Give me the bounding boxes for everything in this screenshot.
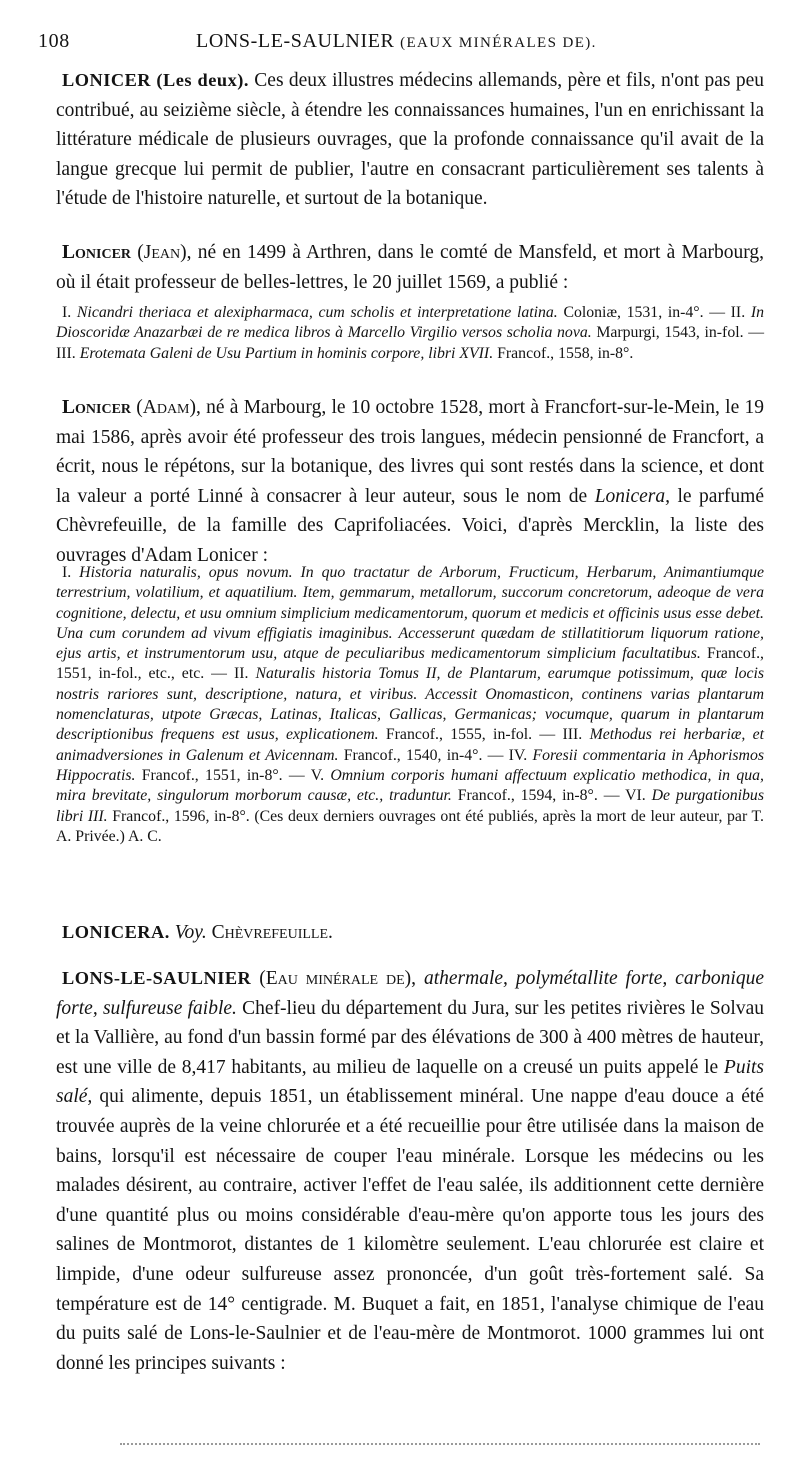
- entry-heading: LONICER: [62, 70, 152, 90]
- entry-lonicera: [56, 918, 764, 948]
- entry-subheading: (Les deux).: [156, 70, 249, 90]
- genus-name: Lonicera,: [594, 485, 670, 507]
- work-title: Methodus rei herbariæ, et animadversiones in Galenum et Avicennam.: [56, 726, 765, 764]
- work-info: Coloniæ, 1531, in-4°.: [563, 304, 704, 321]
- puits-sale-name: Puits salé,: [56, 1056, 765, 1108]
- works-list-adam: [56, 563, 764, 847]
- work-title: Foresii commentaria in Aphorismos Hippocratis.: [56, 746, 764, 784]
- entry-text: né à Marbourg, le 10 octobre 1528, mort à Francfort-sur-le-Mein, le 19 mai 1586, après avoir été professeur des trois langues, médecin pensionné de Francfort, a écrit, nous le répétons, sur la botanique, des livres qui sont restés dans la science, et dont la valeur a porté Linné à consacrer à leur auteur, sous le nom de: [56, 397, 764, 507]
- work-title: Historia naturalis, opus novum. In quo tractatur de Arborum, Fructicum, Herbarum, Animantiumque terrestrium, volatilium, et aquatilium. Item, gemmarum, metallorum, succorum concretorum, adeoque de vera cognitione, delectu, et usu omnium simplicium medicamentorum, quorum et medicis et officinis usus esse debet. Una cum corundem ad vivum effigiatis imaginibus. Accesserunt quædam de stillatitiorum liquorum ratione, ejus artis, et instrumentorum usu, atque de peculiaribus medicamentorum simplicium facultatibus.: [56, 564, 765, 663]
- work-number: I.: [62, 564, 72, 581]
- running-title: [196, 30, 597, 53]
- running-title-main: LONS-LE-SAULNIER: [196, 30, 395, 52]
- work-number: — II.: [709, 304, 746, 321]
- water-qualifiers: athermale, polymétallite forte, carbonique forte, sulfureuse faible.: [56, 968, 764, 1019]
- work-number: — V.: [288, 766, 325, 784]
- work-info: Francof., 1551, in-fol., etc., etc.: [56, 645, 764, 683]
- work-info: Francof., 1540, in-4°.: [343, 746, 483, 764]
- entry-first-name: (Jean),: [137, 242, 192, 263]
- work-number: — VI.: [603, 787, 646, 805]
- work-number: — III.: [56, 324, 765, 362]
- entry-subheading: (Eau minérale de),: [259, 968, 417, 989]
- work-title: In Dioscoridæ Anazarbæi de re medica libros à Marcello Virgilio versos scholia nova.: [56, 304, 764, 342]
- entry-text: qui alimente, depuis 1851, un établissement minéral. Une nappe d'eau douce a été trouvée auprès de la veine chlorurée et a été recueillie pour être utilisée dans la maison de bains, lorsqu'il est nécessaire de couper l'eau minérale. Lorsque les médecins ou les malades désirent, au contraire, activer l'effet de l'eau salée, ils additionnent cette dernière d'une quantité plus ou moins considérable d'eau-mère qu'on apporte tous les jours des salines de Montmorot, distantes de 1 kilomètre seulement. L'eau chlorurée est claire et limpide, d'une odeur sulfureuse assez prononcée, d'un goût très-fortement salé. Sa température est de 14° centigrade. M. Buquet a fait, en 1851, l'analyse chimique de l'eau du puits salé de Lons-le-Saulnier et de l'eau-mère de Montmorot. 1000 grammes lui ont donné les principes suivants :: [56, 1086, 764, 1374]
- cross-reference: Chèvrefeuille.: [211, 922, 333, 943]
- entry-text: le parfumé Chèvrefeuille, de la famille des Caprifoliacées. Voici, d'après Mercklin, la liste des ouvrages d'Adam Lonicer :: [56, 485, 765, 566]
- work-title: Erotemata Galeni de Usu Partium in hominis corpore, libri XVII.: [79, 344, 494, 362]
- work-title: Omnium corporis humani affectuum explicatio methodica, in qua, mira brevitate, singulorum morborum causæ, etc., traduntur.: [56, 766, 765, 805]
- entry-lonicer-family: [56, 66, 764, 214]
- page-header: [38, 26, 760, 58]
- entry-name: Lonicer: [62, 242, 132, 263]
- work-info: Francof., 1551, in-8°.: [141, 766, 283, 784]
- works-list-jean: [56, 303, 764, 364]
- work-number: — III.: [539, 726, 583, 744]
- closing-note: (Ces deux derniers ouvrages ont été publiés, après la mort de leur auteur, par T. A. Privée.): [56, 807, 764, 845]
- entry-heading: LONS-LE-SAULNIER: [62, 968, 252, 988]
- see-reference-label: Voy.: [174, 922, 207, 943]
- work-info: Marpurgi, 1543, in-fol.: [596, 324, 744, 342]
- page-number: 108: [38, 30, 70, 52]
- work-number: — II.: [211, 665, 249, 683]
- entry-first-name: (Adam),: [136, 397, 201, 418]
- entry-lons-le-saulnier: [56, 964, 764, 1378]
- entry-text: Ces deux illustres médecins allemands, père et fils, n'ont pas peu contribué, au seizième siècle, à étendre les connaissances humaines, l'un en enrichissant la littérature médicale de plusieurs ouvrages, que la profonde connaissance qu'il avait de la langue grecque lui permit de publier, l'autre en consacrant particulièrement ses talents à l'étude de l'histoire naturelle, et surtout de la botanique.: [56, 70, 765, 210]
- work-number: I.: [62, 304, 72, 321]
- footer-dotted-rule: [120, 1443, 760, 1445]
- entry-lonicer-jean: [56, 238, 764, 297]
- work-info: Francof., 1555, in-fol.: [385, 726, 533, 744]
- work-info: Francof., 1596, in-8°.: [112, 807, 250, 825]
- work-title: Nicandri theriaca et alexipharmaca, cum scholis et interpretatione latina.: [76, 304, 558, 321]
- entry-name: Lonicer: [62, 397, 132, 418]
- work-title: De purgationibus libri III.: [56, 787, 764, 825]
- entry-text: Chef-lieu du département du Jura, sur les petites rivières le Solvau et la Vallière, au fond d'un bassin formé par des élévations de 300 à 400 mètres de hauteur, est une ville de 8,417 habitants, au milieu de laquelle on a creusé un puits appelé le: [56, 997, 764, 1078]
- author-signature: A. C.: [127, 827, 162, 845]
- entry-text: né en 1499 à Arthren, dans le comté de Mansfeld, et mort à Marbourg, où il était professeur de belles-lettres, le 20 juillet 1569, a publié :: [56, 242, 765, 293]
- entry-lonicer-adam: [56, 393, 764, 571]
- running-title-sub: (EAUX MINÉRALES DE).: [400, 35, 597, 51]
- work-info: Francof., 1594, in-8°.: [457, 787, 598, 805]
- work-number: — IV.: [487, 746, 528, 764]
- work-info: Francof., 1558, in-8°.: [497, 344, 634, 362]
- entry-heading: LONICERA.: [62, 922, 170, 942]
- work-title: Naturalis historia Tomus II, de Plantarum, earumque potissimum, quæ locis nostris rariores sunt, descriptione, natura, et viribus. Accessit Onomasticon, continens varias plantarum nomenclaturas, utpote Græcas, Latinas, Italicas, Gallicas, Germanicas; vocumque, quarum in plantarum descriptionibus frequens est usus, explicationem.: [56, 665, 765, 744]
